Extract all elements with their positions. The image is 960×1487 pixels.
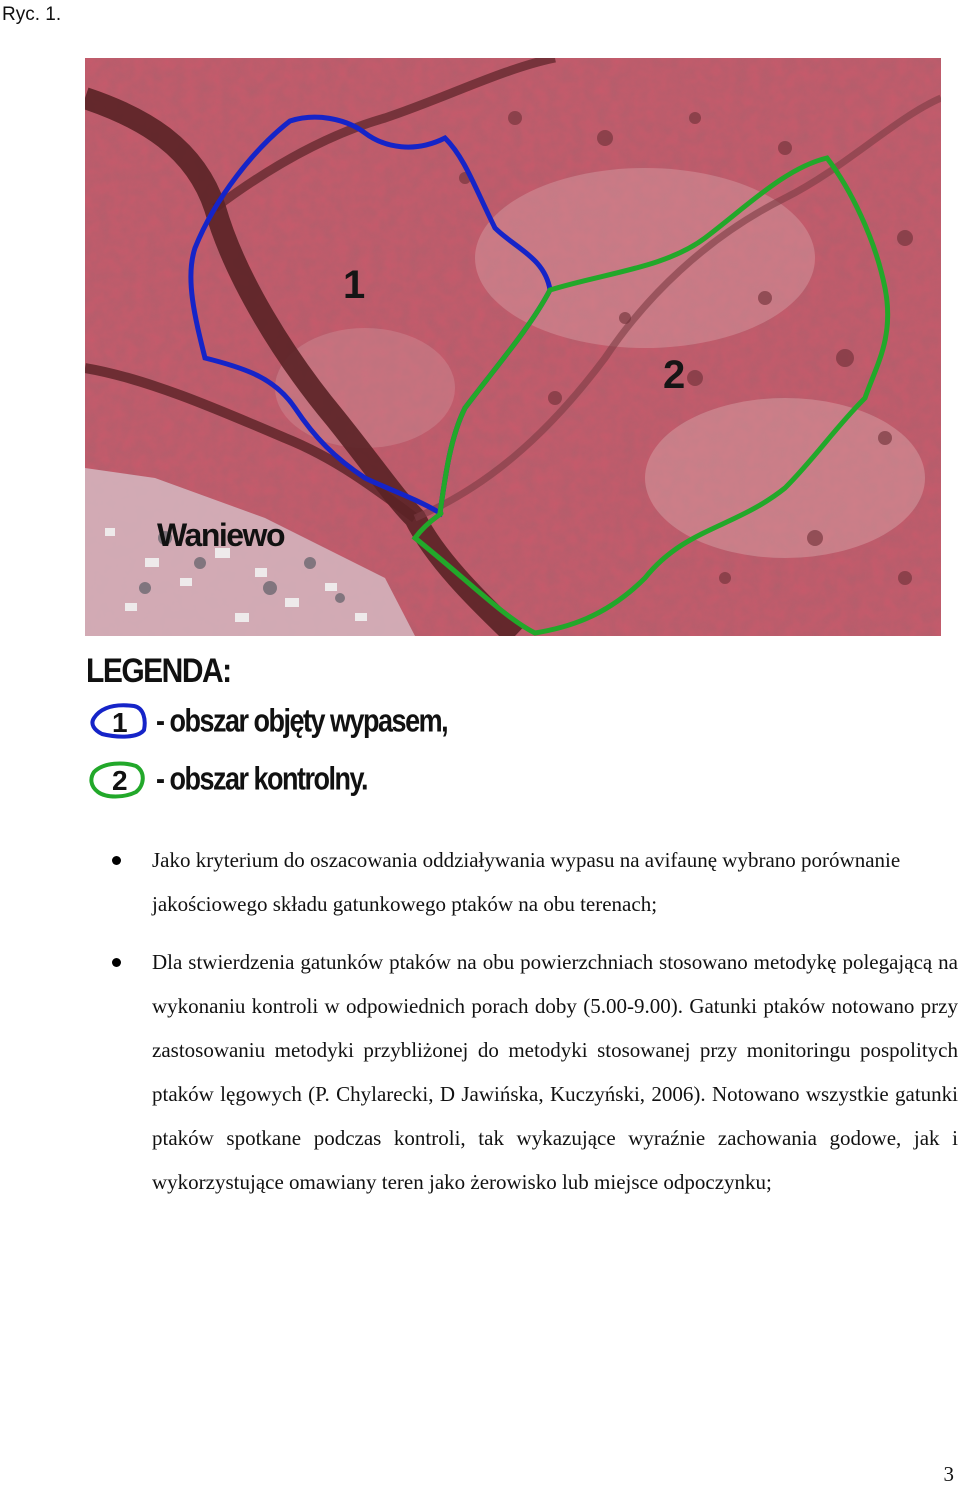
terrain-patch [645, 398, 925, 558]
legend-swatch-blue [88, 700, 150, 742]
legend-item-1 [88, 700, 447, 742]
legend-item-2 [88, 758, 367, 800]
bullet-text: Jako kryterium do oszacowania oddziaływania wypasu na avifaunę wybrano porównanie jakościowego składu gatunkowego ptaków na obu terenach; [152, 848, 901, 916]
legend-text-2: - obszar kontrolny. [156, 760, 368, 797]
legend-title: LEGENDA: [86, 652, 231, 690]
aerial-map-image [85, 58, 941, 636]
bullet-list [112, 838, 958, 1204]
page-number: 3 [943, 1462, 954, 1486]
area-1-label: 1 [343, 263, 366, 307]
legend-text-1: - obszar objęty wypasem, [156, 702, 448, 739]
bullet-item [112, 940, 958, 1204]
bullet-dot-icon [112, 958, 121, 967]
bullet-text: Dla stwierdzenia gatunków ptaków na obu powierzchniach stosowano metodykę polegającą na wykonaniu kontroli w odpowiednich porach doby (5.00-9.00). Gatunki ptaków notowano przy zastosowaniu metodyki przybliżonej do metodyki stosowanej przy monitoringu pospolitych ptaków lęgowych (P. Chylarecki, D Jawińska, Kuczyński, 2006). Notowano wszystkie gatunki ptaków spotkane podczas kontroli, tak wykazujące wyraźnie zachowania godowe, jak i wykorzystujące omawiany teren jako żerowisko lub miejsce odpoczynku; [152, 950, 958, 1194]
legend-number-2: 2 [112, 765, 128, 796]
bullet-dot-icon [112, 856, 121, 865]
place-label: Waniewo [157, 517, 284, 553]
legend-number-1: 1 [112, 707, 128, 738]
figure-caption: Ryc. 1. [2, 4, 62, 25]
area-2-label: 2 [663, 353, 686, 397]
bullet-item [112, 838, 958, 926]
legend-swatch-green [88, 758, 150, 800]
terrain-patch [475, 168, 815, 348]
